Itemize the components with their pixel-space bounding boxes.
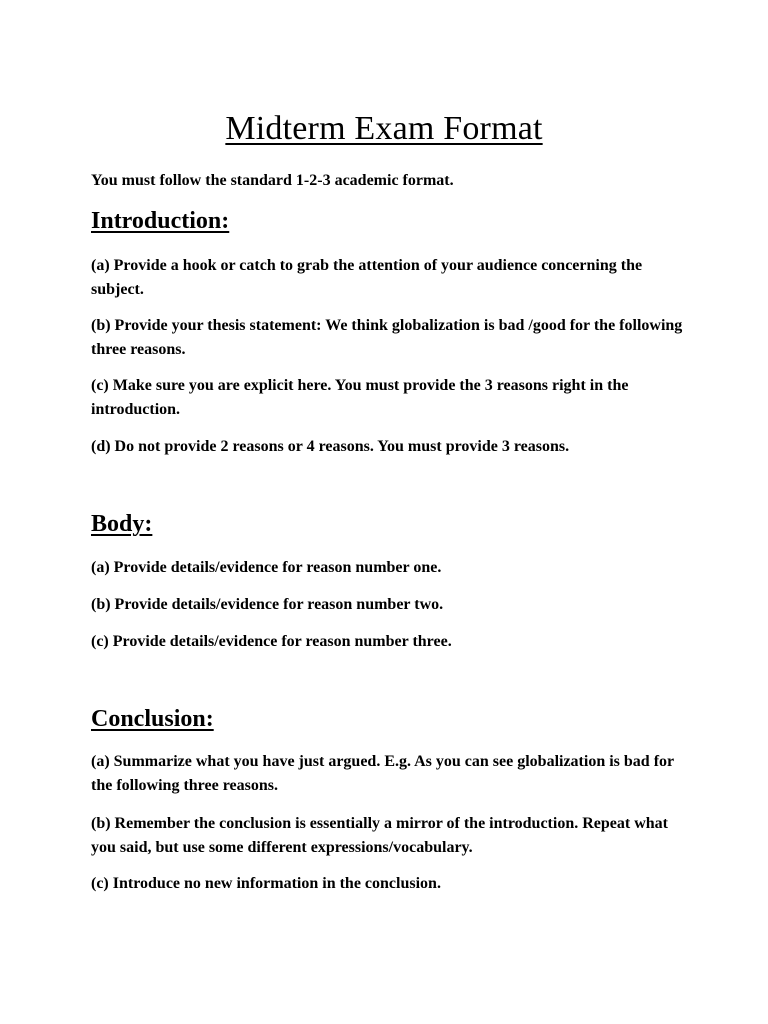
body-item-b: (b) Provide details/evidence for reason number two. bbox=[91, 596, 444, 613]
body-item-a: (a) Provide details/evidence for reason number one. bbox=[91, 559, 442, 576]
introduction-item-d: (d) Do not provide 2 reasons or 4 reasons. You must provide 3 reasons. bbox=[91, 438, 570, 455]
body-item-c: (c) Provide details/evidence for reason number three. bbox=[91, 633, 452, 650]
document-title: Midterm Exam Format bbox=[225, 110, 543, 147]
conclusion-item-a: (a) Summarize what you have just argued. E.g. As you can see globalization is bad for the following three reasons. bbox=[91, 753, 674, 794]
introduction-item-a: (a) Provide a hook or catch to grab the attention of your audience concerning the subject. bbox=[91, 257, 643, 298]
conclusion-item-c: (c) Introduce no new information in the conclusion. bbox=[91, 875, 441, 892]
introduction-item-c: (c) Make sure you are explicit here. You must provide the 3 reasons right in the introduction. bbox=[91, 377, 629, 418]
conclusion-item-b: (b) Remember the conclusion is essentially a mirror of the introduction. Repeat what you said, but use some different expressions/vocabulary. bbox=[91, 815, 668, 856]
introduction-heading: Introduction: bbox=[91, 208, 230, 234]
conclusion-heading: Conclusion: bbox=[91, 706, 214, 732]
format-instruction: You must follow the standard 1-2-3 academic format. bbox=[91, 172, 454, 189]
introduction-item-b: (b) Provide your thesis statement: We think globalization is bad /good for the following three reasons. bbox=[91, 317, 683, 358]
body-heading: Body: bbox=[91, 511, 153, 537]
